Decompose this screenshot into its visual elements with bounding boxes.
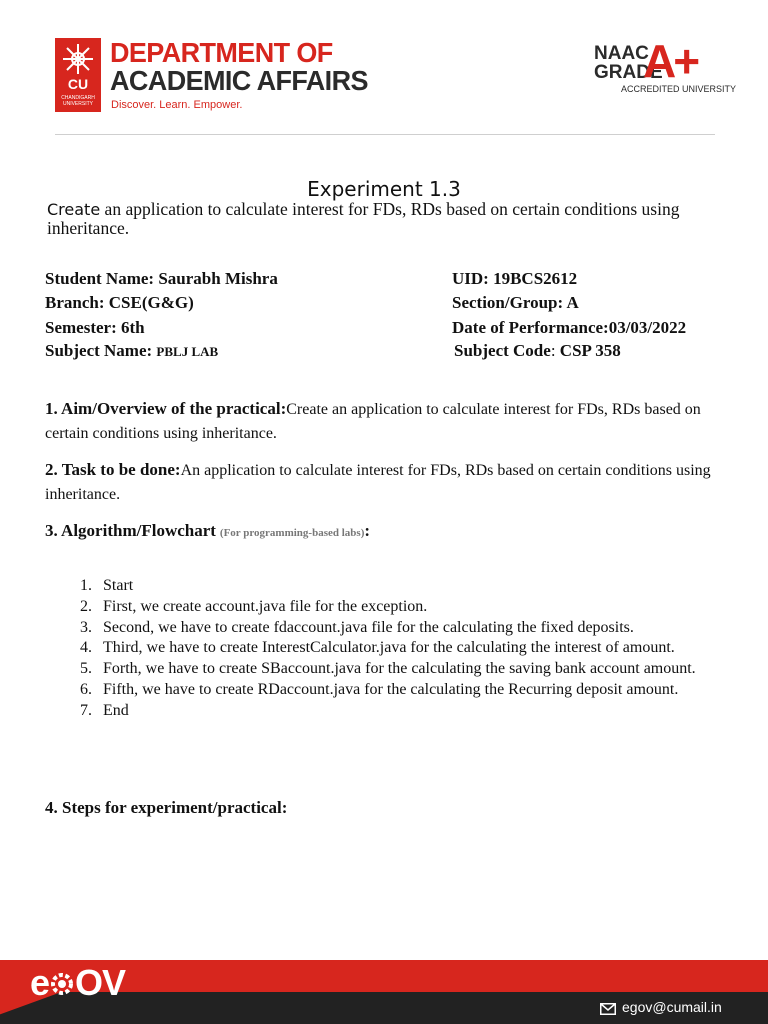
email-text: egov@cumail.in [622, 999, 722, 1015]
subject-code-row: Subject Code: CSP 358 [454, 341, 621, 360]
list-item: 1. Start [80, 577, 134, 594]
subject-name-row [45, 339, 218, 364]
university-logo [55, 38, 101, 112]
grade-label: GRADE [594, 62, 663, 83]
branch-value: CSE(G&G) [108, 293, 194, 312]
subtitle-rest: an application to calculate interest for FDs, RDs based on certain conditions using inheritance. [47, 199, 680, 238]
egov-logo [30, 962, 125, 1004]
semester-row [45, 316, 145, 340]
list-item: 5. Forth, we have to create SBaccount.java for the calculating the saving bank account amount. [80, 660, 696, 678]
section-label: Section/Group: [452, 293, 564, 312]
algorithm-section: 3. Algorithm/Flowchart (For programming-based labs): [45, 521, 371, 540]
logo-university-name: CHANDIGARH UNIVERSITY [61, 95, 95, 107]
task-heading: 2. Task to be done: [45, 460, 181, 479]
naac-label: NAAC [594, 43, 649, 64]
semester-label: Semester: [45, 318, 117, 337]
aim-section [45, 397, 725, 446]
gear-icon [49, 971, 75, 997]
list-item: 3. Second, we have to create fdaccount.java file for the calculating the fixed deposits. [80, 618, 634, 636]
list-item: 7. End [80, 701, 129, 719]
subject-name-value: PBLJ LAB [156, 344, 219, 359]
department-title-line2: ACADEMIC AFFAIRS [110, 65, 368, 97]
uid-value: 19BCS2612 [493, 269, 578, 288]
student-name-row [45, 267, 278, 291]
uid-row [452, 267, 577, 291]
subject-name-label: Subject Name: [45, 341, 153, 360]
list-item: 2. First, we create account.java file for the exception. [80, 597, 428, 615]
date-label: Date of Performance: [452, 318, 609, 337]
footer-email[interactable] [600, 999, 722, 1015]
experiment-subtitle [47, 200, 737, 237]
logo-initials: CU [67, 76, 89, 92]
task-section [45, 458, 725, 507]
branch-row [45, 291, 194, 315]
department-title-line1: DEPARTMENT OF [110, 37, 333, 69]
algorithm-note: (For programming-based labs) [219, 527, 365, 539]
accredited-label: ACCREDITED UNIVERSITY [621, 84, 737, 94]
mail-icon [600, 1003, 616, 1015]
tagline: Discover. Learn. Empower. [111, 99, 243, 111]
student-name-label: Student Name: [45, 269, 155, 288]
student-name-value: Saurabh Mishra [158, 269, 278, 288]
experiment-title: Experiment 1.3 [307, 177, 461, 201]
aim-text: Create an application to calculate interest for FDs, RDs based on certain conditions using inheritance. [45, 401, 701, 442]
subtitle-first-word: Create [47, 200, 101, 219]
aim-heading: 1. Aim/Overview of the practical: [45, 399, 287, 418]
section-row [452, 291, 579, 315]
date-value: 03/03/2022 [608, 318, 687, 337]
algorithm-steps-list [80, 576, 720, 722]
subject-code-value: CSP 358 [559, 341, 621, 360]
grade-value: A+ [643, 35, 698, 87]
header-divider [55, 134, 715, 135]
branch-label: Branch: [45, 293, 105, 312]
date-row [452, 316, 686, 340]
egov-suffix: OV [75, 962, 126, 1003]
steps-heading: 4. Steps for experiment/practical: [45, 798, 288, 817]
algorithm-heading: 3. Algorithm/Flowchart [45, 521, 216, 540]
egov-prefix: e [30, 962, 50, 1003]
subject-code-label: Subject Code [454, 341, 551, 360]
list-item: 6. Fifth, we have to create RDaccount.java for the calculating the Recurring deposit amount. [80, 680, 679, 698]
list-item: 4. Third, we have to create InterestCalculator.java for the calculating the interest of amount. [80, 639, 675, 657]
uid-label: UID: [452, 269, 489, 288]
task-text: An application to calculate interest for FDs, RDs based on certain conditions using inheritance. [45, 462, 711, 503]
steps-section [45, 796, 725, 821]
section-value: A [566, 293, 579, 312]
snowflake-emblem-icon [61, 42, 95, 76]
semester-value: 6th [121, 318, 145, 337]
